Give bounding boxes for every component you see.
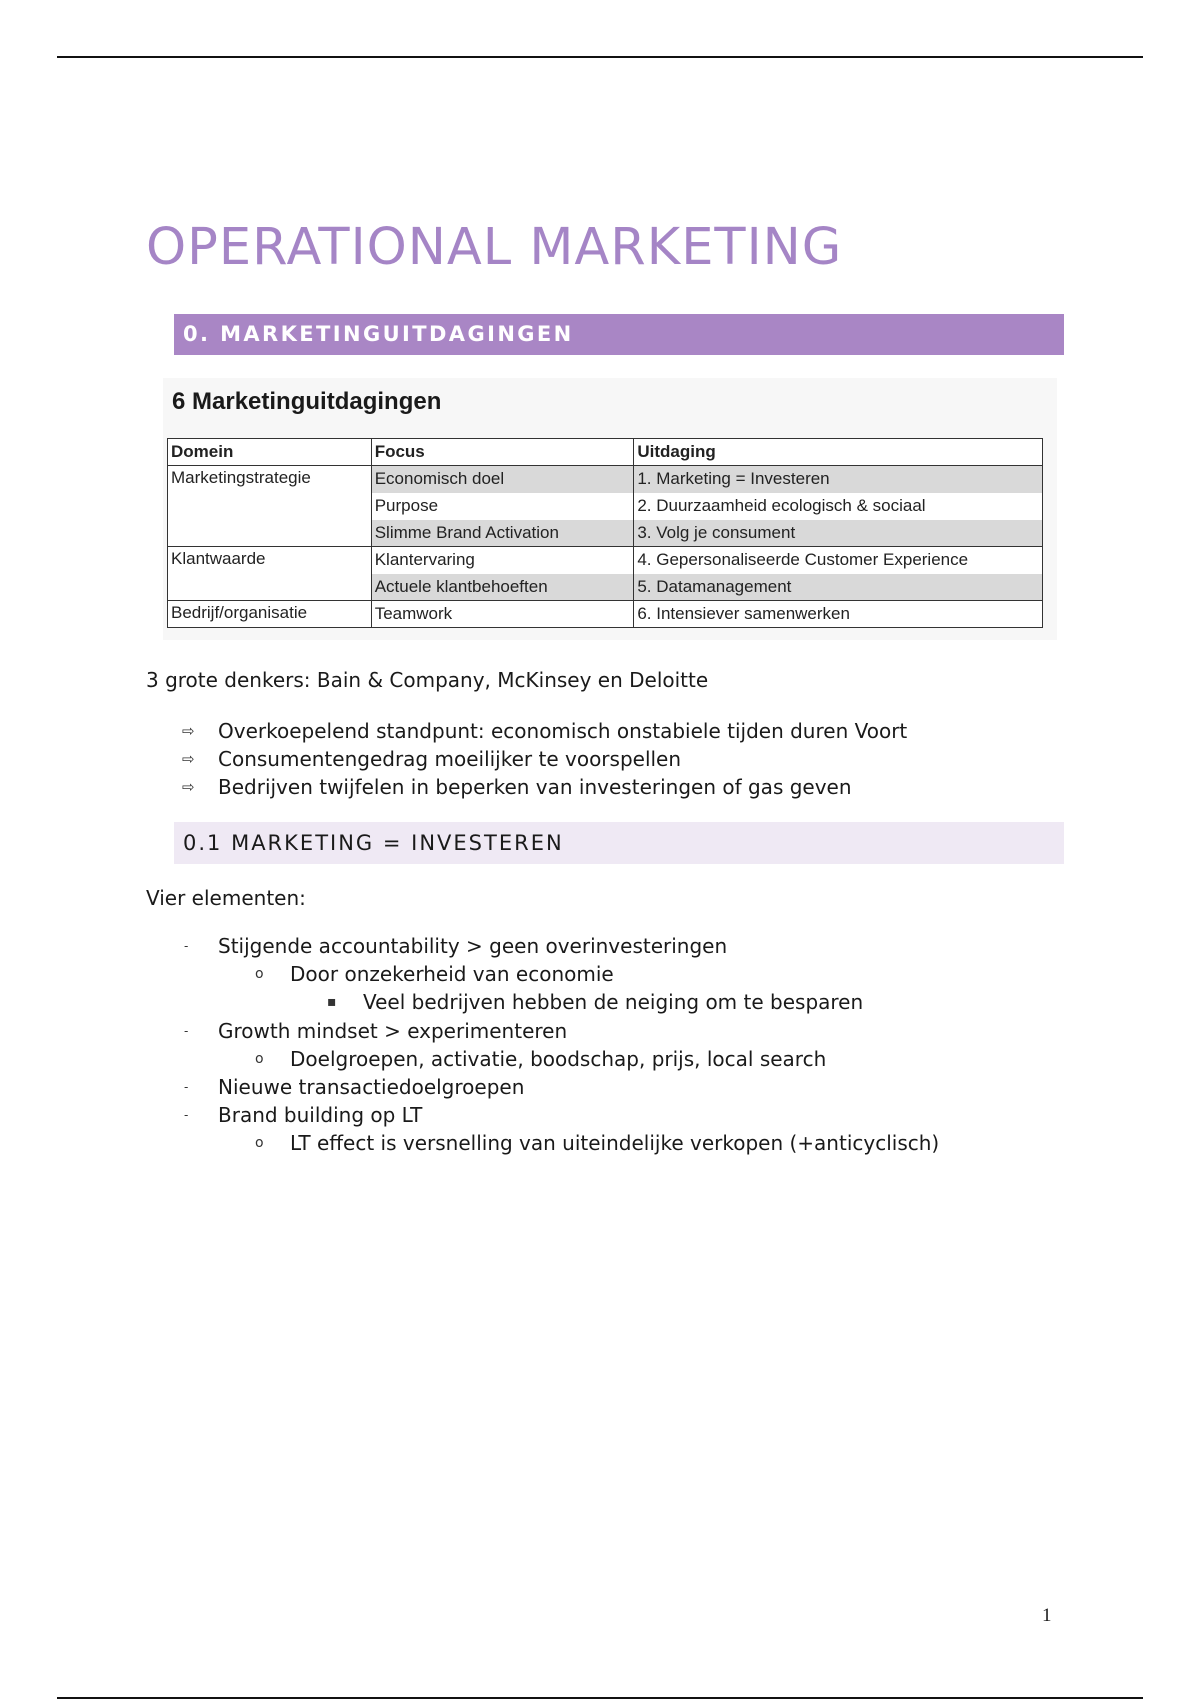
list-item: [182, 745, 907, 773]
list-item-text: Stijgende accountability > geen overinvesteringen: [218, 934, 728, 958]
table-header-row: [168, 439, 1043, 466]
table-row: [168, 466, 1043, 493]
table-header-uitdaging: Uitdaging: [634, 439, 1043, 466]
section-heading-marketing-investeren: 0.1 MARKETING = INVESTEREN: [174, 822, 1064, 864]
list-item: [182, 988, 939, 1016]
challenges-table: [167, 438, 1043, 628]
table-cell-focus: Actuele klantbehoeften: [371, 574, 634, 601]
table-cell-domain: Marketingstrategie: [168, 466, 372, 547]
table-cell-focus: Teamwork: [371, 601, 634, 628]
table-header-domein: Domein: [168, 439, 372, 466]
table-row: [168, 547, 1043, 574]
list-item-text: Veel bedrijven hebben de neiging om te besparen: [363, 990, 864, 1015]
list-item-text: LT effect is versnelling van uiteindelijke verkopen (+anticyclisch): [290, 1131, 940, 1156]
square-bullet-icon: ▪: [327, 994, 337, 1011]
table-cell-challenge: 6. Intensiever samenwerken: [634, 601, 1043, 628]
arrow-right-icon: ⇨: [182, 722, 195, 740]
table-cell-challenge: 5. Datamanagement: [634, 574, 1043, 601]
section-heading-marketinguitdagingen: 0. MARKETINGUITDAGINGEN: [174, 314, 1064, 355]
arrow-right-icon: ⇨: [182, 750, 195, 768]
table-cell-focus: Slimme Brand Activation: [371, 520, 634, 547]
list-item: [182, 1129, 939, 1157]
dash-bullet-icon: -: [184, 1079, 189, 1094]
list-item-text: Brand building op LT: [218, 1103, 423, 1128]
table-row: [168, 601, 1043, 628]
list-item: [182, 1045, 939, 1073]
list-item: [182, 960, 939, 988]
list-item-text: Door onzekerheid van economie: [290, 962, 614, 987]
table-cell-challenge: 4. Gepersonaliseerde Customer Experience: [634, 547, 1043, 574]
list-item-text: Doelgroepen, activatie, boodschap, prijs, local search: [290, 1046, 827, 1071]
list-item: [182, 1073, 939, 1101]
table-cell-challenge: 1. Marketing = Investeren: [634, 466, 1043, 493]
elements-intro: Vier elementen:: [146, 886, 306, 910]
table-cell-focus: Economisch doel: [371, 466, 634, 493]
challenges-table-figure: [163, 378, 1057, 640]
circle-bullet-icon: o: [255, 1050, 264, 1067]
table-header-focus: Focus: [371, 439, 634, 466]
page-number: 1: [1042, 1605, 1052, 1626]
list-item: [182, 717, 907, 745]
arrow-point-list: [182, 717, 907, 801]
dash-bullet-icon: -: [184, 939, 189, 953]
elements-bullet-list: [182, 932, 939, 1158]
list-item-text: Growth mindset > experimenteren: [218, 1018, 568, 1043]
thinkers-intro: 3 grote denkers: Bain & Company, McKinsey en Deloitte: [146, 668, 709, 692]
dash-bullet-icon: -: [184, 1023, 189, 1038]
dash-bullet-icon: -: [184, 1108, 189, 1123]
table-cell-challenge: 3. Volg je consument: [634, 520, 1043, 547]
arrow-right-icon: ⇨: [182, 778, 195, 796]
table-cell-focus: Klantervaring: [371, 547, 634, 574]
list-item: [182, 1101, 939, 1129]
list-item-text: Bedrijven twijfelen in beperken van investeringen of gas geven: [218, 775, 852, 799]
table-cell-challenge: 2. Duurzaamheid ecologisch & sociaal: [634, 493, 1043, 520]
list-item: [182, 1017, 939, 1045]
list-item: [182, 932, 939, 960]
circle-bullet-icon: o: [255, 966, 264, 983]
list-item-text: Nieuwe transactiedoelgroepen: [218, 1074, 525, 1099]
document-title: OPERATIONAL MARKETING: [146, 218, 843, 277]
list-item: [182, 773, 907, 801]
table-cell-domain: Bedrijf/organisatie: [168, 601, 372, 628]
header-rule: [57, 56, 1143, 58]
circle-bullet-icon: o: [255, 1135, 264, 1152]
footer-rule: [57, 1697, 1143, 1699]
table-figure-title: 6 Marketinguitdagingen: [172, 388, 442, 415]
table-cell-focus: Purpose: [371, 493, 634, 520]
table-cell-domain: Klantwaarde: [168, 547, 372, 601]
list-item-text: Overkoepelend standpunt: economisch onstabiele tijden duren Voort: [218, 719, 908, 743]
list-item-text: Consumentengedrag moeilijker te voorspellen: [218, 747, 682, 771]
